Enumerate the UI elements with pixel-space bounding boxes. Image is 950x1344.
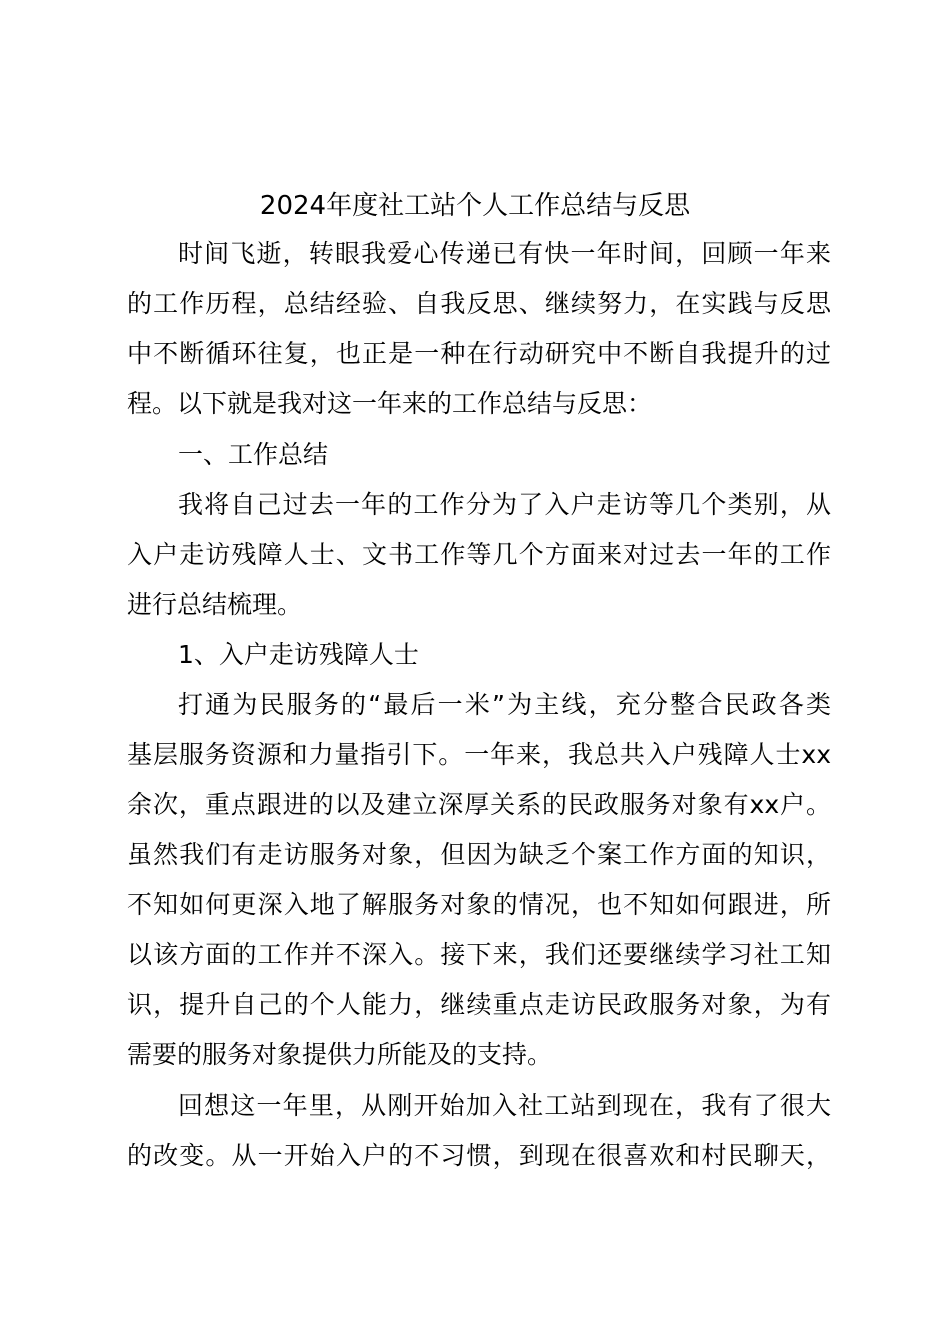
paragraph-line: 打通为民服务的“最后一米”为主线，充分整合民政各类 [178, 690, 831, 719]
paragraph-line: 以该方面的工作并不深入。接下来，我们还要继续学习社工知 [127, 940, 831, 969]
paragraph-line: 识，提升自己的个人能力，继续重点走访民政服务对象，为有 [127, 990, 831, 1019]
paragraph-line: 不知如何更深入地了解服务对象的情况，也不知如何跟进，所 [127, 890, 831, 919]
section-heading: 一、工作总结 [178, 440, 329, 469]
paragraph-line: 的工作历程，总结经验、自我反思、继续努力，在实践与反思 [127, 289, 831, 318]
paragraph-line: 我将自己过去一年的工作分为了入户走访等几个类别，从 [178, 490, 831, 519]
paragraph-line: 进行总结梳理。 [127, 590, 303, 619]
paragraph-line: 入户走访残障人士、文书工作等几个方面来对过去一年的工作 [127, 540, 831, 569]
subsection-heading: 1、入户走访残障人士 [178, 640, 419, 669]
document-title: 2024年度社工站个人工作总结与反思 [259, 191, 691, 221]
paragraph-line: 的改变。从一开始入户的不习惯，到现在很喜欢和村民聊天， [127, 1141, 831, 1170]
paragraph-line: 中不断循环往复，也正是一种在行动研究中不断自我提升的过 [127, 339, 831, 368]
paragraph-line: 回想这一年里，从刚开始加入社工站到现在，我有了很大 [178, 1091, 831, 1120]
paragraph-line: 基层服务资源和力量指引下。一年来，我总共入户残障人士xx [127, 740, 831, 769]
paragraph-line: 时间飞逝，转眼我爱心传递已有快一年时间，回顾一年来 [178, 239, 831, 268]
paragraph-line: 虽然我们有走访服务对象，但因为缺乏个案工作方面的知识， [127, 840, 831, 869]
paragraph-line: 余次，重点跟进的以及建立深厚关系的民政服务对象有xx户。 [127, 790, 831, 819]
paragraph-line: 程。以下就是我对这一年来的工作总结与反思： [127, 389, 653, 418]
paragraph-line: 需要的服务对象提供力所能及的支持。 [127, 1040, 553, 1069]
